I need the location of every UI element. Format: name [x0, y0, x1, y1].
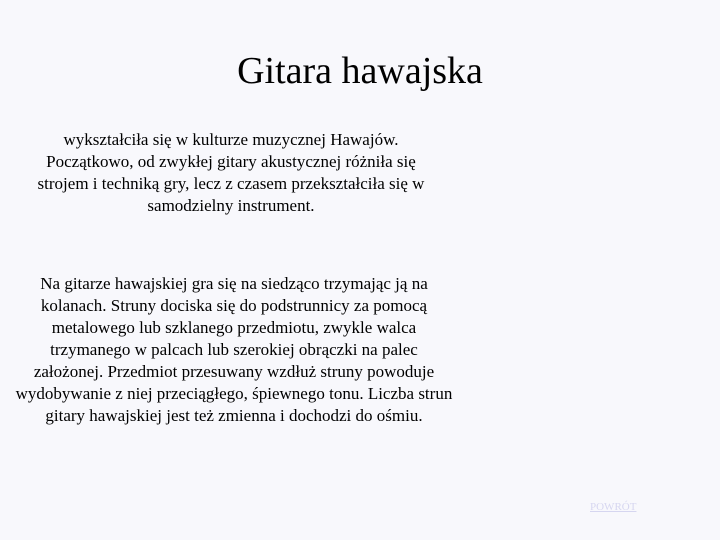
- intro-paragraph: wykształciła się w kulturze muzycznej Hawajów. Początkowo, od zwykłej gitary akustycznej różniła się strojem i techniką gry, lecz z czasem przekształciła się w samodzielny instrument.: [37, 130, 425, 215]
- back-link[interactable]: POWRÓT: [590, 501, 637, 513]
- slide-title: Gitara hawajska: [237, 50, 483, 92]
- playing-technique-paragraph: Na gitarze hawajskiej gra się na siedząco trzymając ją na kolanach. Struny dociska się do podstrunnicy za pomocą metalowego lub szklanego przedmiotu, zwykle walca trzymanego w palcach lub szerokiej obrączki na palec założonej. Przedmiot przesuwany wzdłuż struny powoduje wydobywanie z niej przeciągłego, śpiewnego tonu. Liczba strun gitary hawajskiej jest też zmienna i dochodzi do ośmiu.: [15, 274, 453, 425]
